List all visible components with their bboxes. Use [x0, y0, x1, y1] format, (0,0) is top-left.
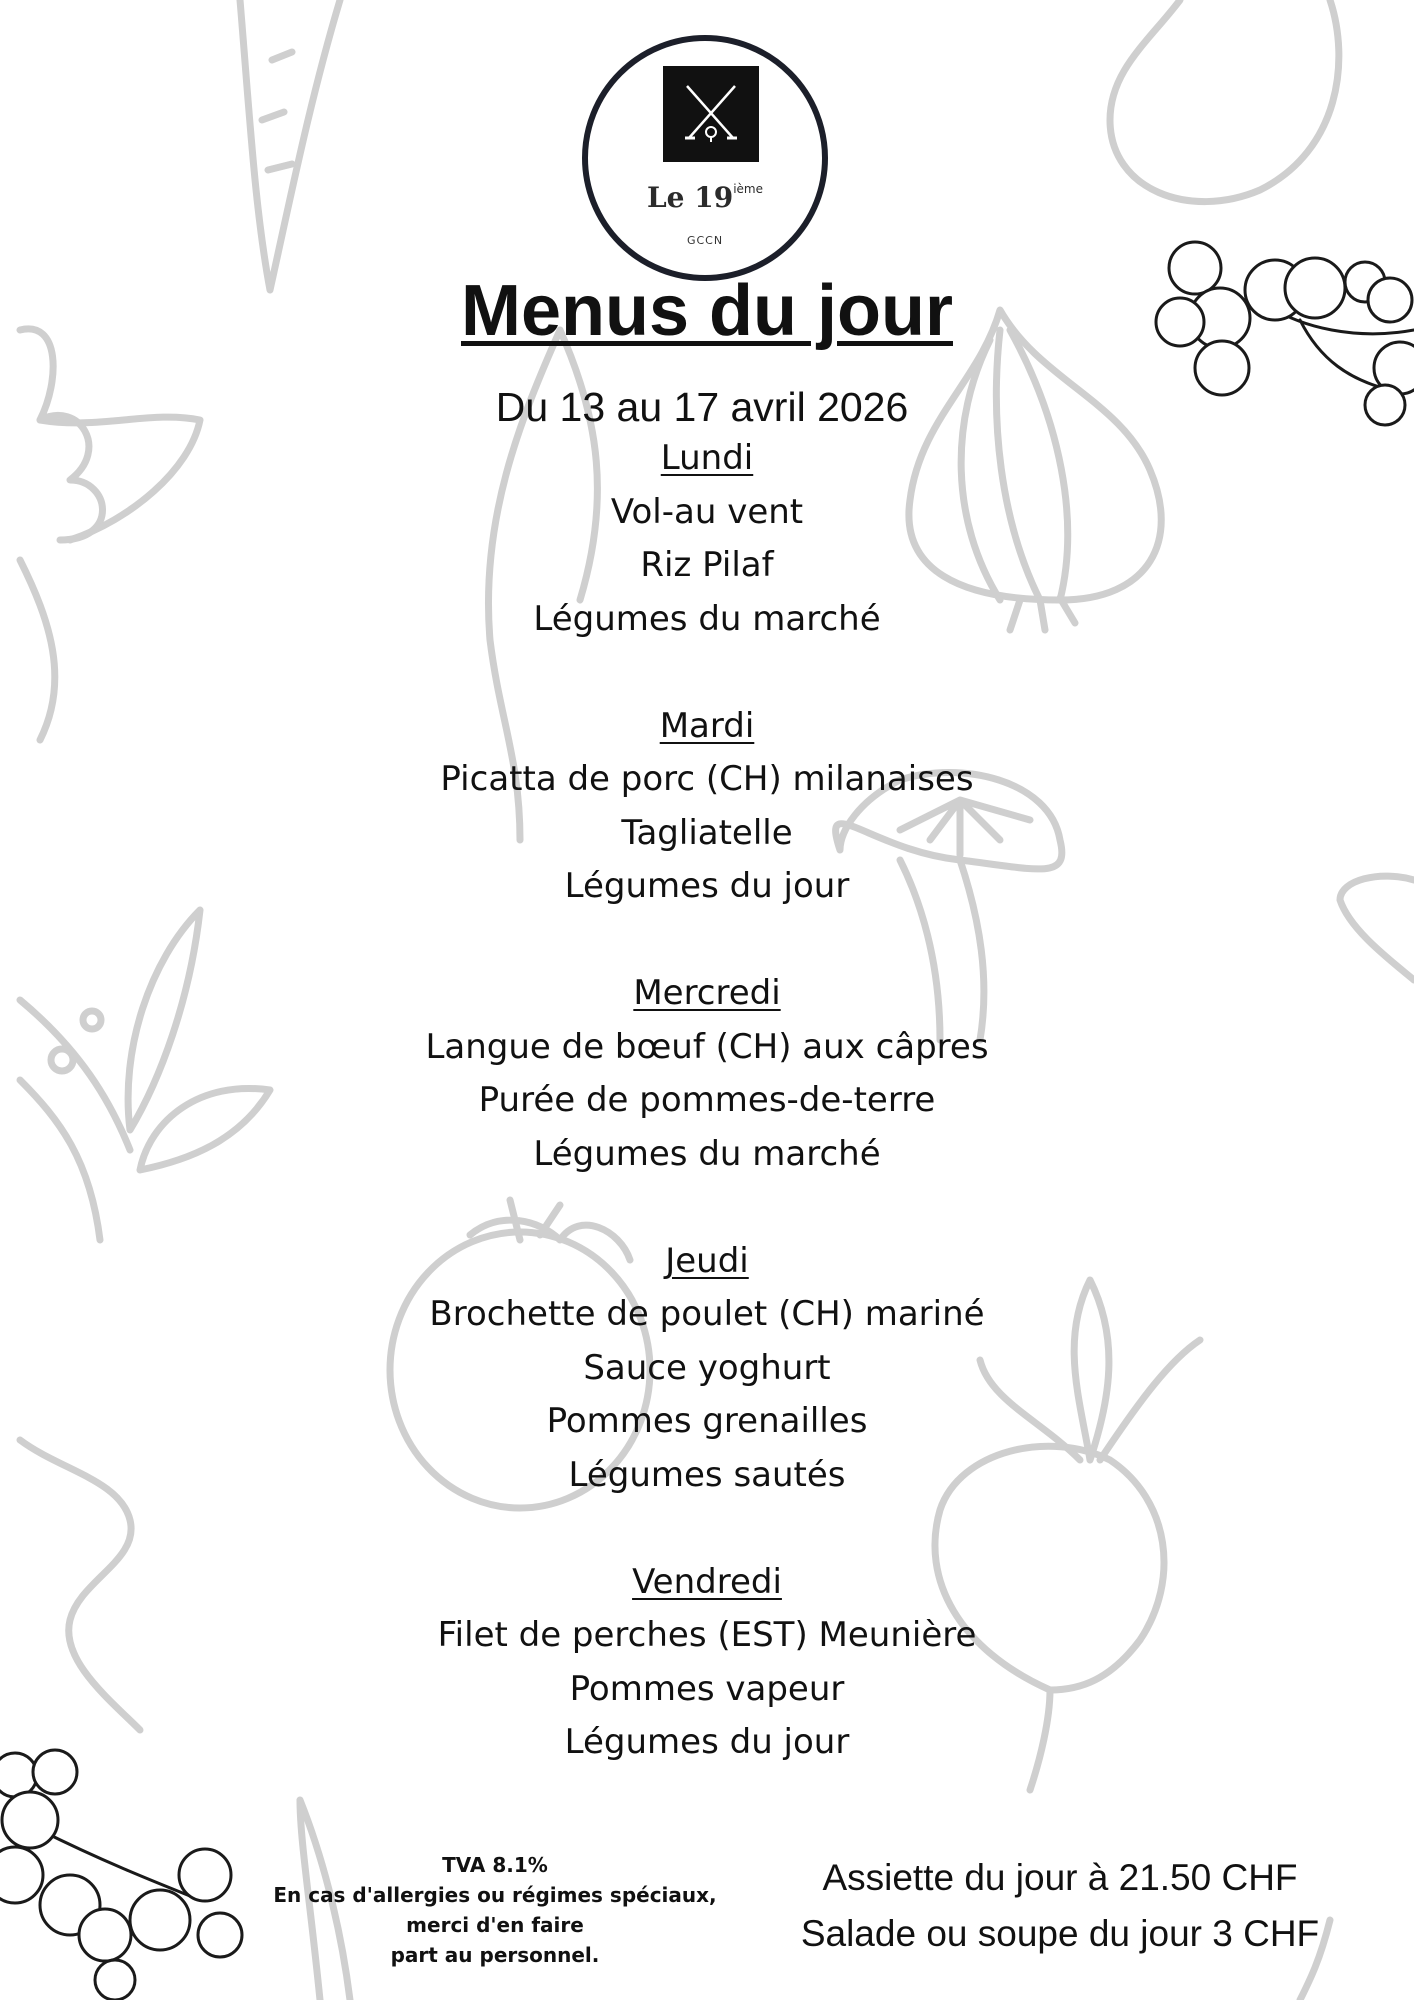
dish-item: Légumes sautés — [568, 1454, 846, 1495]
tva-label: TVA 8.1% — [442, 1853, 548, 1877]
allergy-notice — [240, 1850, 750, 1970]
dish-item: Légumes du marché — [533, 1133, 881, 1174]
dish-item: Picatta de porc (CH) milanaises — [440, 759, 974, 799]
notice-line: merci d'en faire — [406, 1913, 584, 1937]
dish-item: Brochette de poulet (CH) mariné — [429, 1294, 985, 1334]
dish-item: Légumes du jour — [564, 1722, 850, 1762]
dish-item: Pommes grenailles — [546, 1401, 868, 1441]
dish-item: Pommes vapeur — [569, 1668, 845, 1709]
dish-item: Légumes du jour — [564, 866, 850, 906]
day-heading: Lundi — [660, 438, 754, 478]
notice-line: part au personnel. — [390, 1943, 600, 1967]
day-heading: Mardi — [659, 705, 755, 746]
notice-line: En cas d'allergies ou régimes spéciaux, — [273, 1883, 717, 1907]
page-title: Menus du jour — [461, 271, 953, 351]
weekly-menu — [0, 432, 1414, 1770]
dish-item: Riz Pilaf — [640, 545, 774, 585]
dish-item: Langue de bœuf (CH) aux câpres — [425, 1026, 989, 1067]
dish-item: Filet de perches (EST) Meunière — [437, 1615, 977, 1655]
dish-item: Vol-au vent — [610, 491, 804, 532]
date-range: Du 13 au 17 avril 2026 — [495, 384, 909, 430]
day-heading: Jeudi — [665, 1240, 749, 1281]
day-heading: Mercredi — [633, 973, 781, 1013]
dish-item: Tagliatelle — [621, 812, 793, 853]
logo-subtitle: GCCN — [686, 234, 724, 247]
crossed-golf-clubs-icon — [663, 66, 759, 162]
dish-item: Légumes du marché — [533, 598, 881, 639]
restaurant-logo — [582, 35, 828, 281]
salad-soup-price: Salade ou soupe du jour 3 CHF — [800, 1913, 1320, 1954]
day-heading: Vendredi — [632, 1561, 782, 1602]
plate-price: Assiette du jour à 21.50 CHF — [822, 1857, 1298, 1898]
dish-item: Purée de pommes-de-terre — [478, 1080, 936, 1120]
logo-name: Le 19ième — [646, 181, 763, 214]
dish-item: Sauce yoghurt — [583, 1347, 831, 1388]
price-info — [760, 1850, 1360, 1962]
